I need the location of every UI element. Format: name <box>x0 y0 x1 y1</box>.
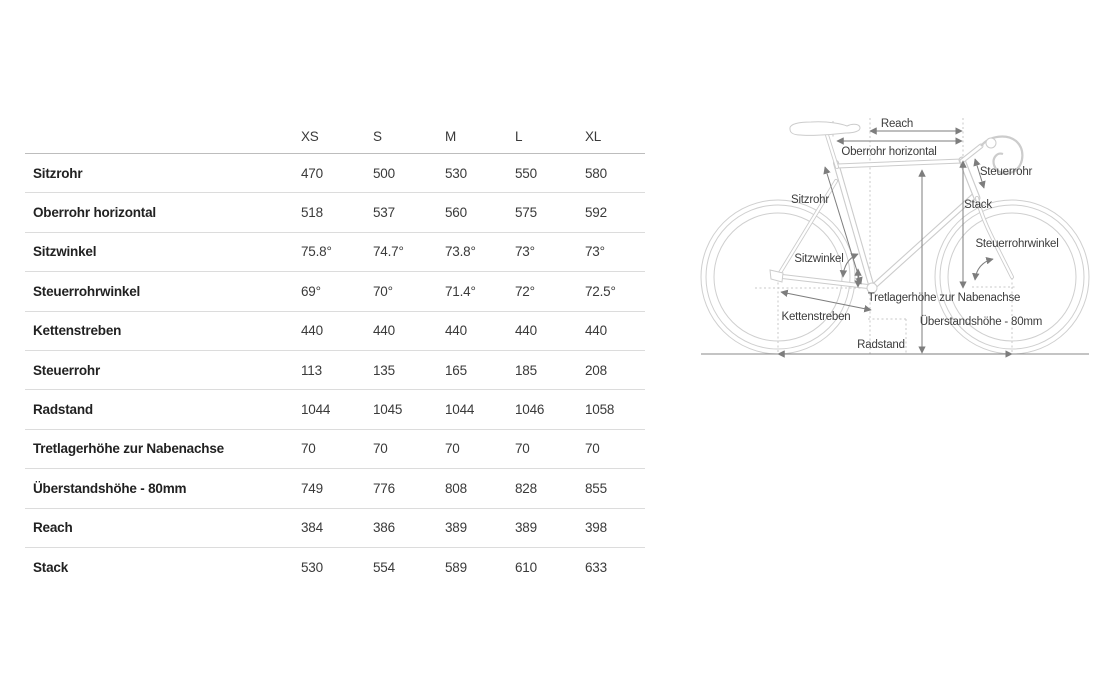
value-cell: 537 <box>373 205 395 221</box>
value-cell: 776 <box>373 480 395 496</box>
row-label: Tretlagerhöhe zur Nabenachse <box>33 441 224 457</box>
size-header-l: L <box>515 129 523 144</box>
value-cell: 610 <box>515 560 537 576</box>
bike-geometry-diagram <box>690 95 1119 365</box>
value-cell: 73° <box>585 244 605 260</box>
value-cell: 70 <box>445 441 460 457</box>
row-label: Sitzwinkel <box>33 244 97 260</box>
value-cell: 1058 <box>585 402 615 418</box>
value-cell: 75.8° <box>301 244 332 260</box>
brake-hood <box>986 138 996 148</box>
saddle <box>790 122 860 136</box>
sitzrohr-label: Sitzrohr <box>790 194 830 206</box>
table-row <box>25 548 645 587</box>
size-header-xs: XS <box>301 129 319 144</box>
value-cell: 440 <box>585 323 607 339</box>
value-cell: 592 <box>585 205 607 221</box>
value-cell: 1045 <box>373 402 403 418</box>
table-row <box>25 351 645 390</box>
value-cell: 440 <box>445 323 467 339</box>
value-cell: 749 <box>301 480 323 496</box>
value-cell: 1044 <box>445 402 475 418</box>
table-row <box>25 390 645 429</box>
row-label: Reach <box>33 520 73 536</box>
radstand-label: Radstand <box>857 339 905 351</box>
reach-label: Reach <box>880 118 914 130</box>
value-cell: 74.7° <box>373 244 404 260</box>
table-row <box>25 154 645 193</box>
row-label: Steuerrohr <box>33 362 101 378</box>
value-cell: 440 <box>373 323 395 339</box>
value-cell: 440 <box>515 323 537 339</box>
value-cell: 554 <box>373 560 395 576</box>
value-cell: 808 <box>445 480 467 496</box>
value-cell: 1046 <box>515 402 545 418</box>
value-cell: 71.4° <box>445 283 476 299</box>
size-header-s: S <box>373 129 382 144</box>
value-cell: 1044 <box>301 402 331 418</box>
steuerrohrwinkel-arc <box>975 259 993 280</box>
kettenstreben-arrow <box>781 292 871 310</box>
value-cell: 560 <box>445 205 467 221</box>
kettenstreben-label: Kettenstreben <box>781 311 851 323</box>
tretlagerhoehe-label: Tretlagerhöhe zur Nabenachse <box>867 292 1021 304</box>
value-cell: 389 <box>445 520 467 536</box>
table-row <box>25 430 645 469</box>
value-cell: 70 <box>373 441 388 457</box>
value-cell: 398 <box>585 520 607 536</box>
size-header-m: M <box>445 129 457 144</box>
ueberstandshoehe-label: Überstandshöhe - 80mm <box>919 316 1043 328</box>
row-label: Überstandshöhe - 80mm <box>33 480 187 496</box>
table-row <box>25 193 645 232</box>
steuerrohrwinkel-label: Steuerrohrwinkel <box>975 238 1059 250</box>
value-cell: 384 <box>301 520 323 536</box>
value-cell: 389 <box>515 520 537 536</box>
value-cell: 72.5° <box>585 283 616 299</box>
value-cell: 633 <box>585 560 607 576</box>
value-cell: 470 <box>301 165 323 181</box>
value-cell: 165 <box>445 362 467 378</box>
value-cell: 828 <box>515 480 537 496</box>
steuerrohr-label: Steuerrohr <box>979 166 1033 178</box>
value-cell: 70 <box>515 441 530 457</box>
table-row <box>25 272 645 311</box>
value-cell: 855 <box>585 480 607 496</box>
value-cell: 70 <box>301 441 316 457</box>
value-cell: 73° <box>515 244 535 260</box>
row-label: Oberrohr horizontal <box>33 205 156 221</box>
value-cell: 530 <box>445 165 467 181</box>
row-label: Steuerrohrwinkel <box>33 283 141 299</box>
value-cell: 386 <box>373 520 395 536</box>
row-label: Sitzrohr <box>33 165 83 181</box>
table-row <box>25 312 645 351</box>
value-cell: 185 <box>515 362 537 378</box>
value-cell: 550 <box>515 165 537 181</box>
row-label: Stack <box>33 560 69 576</box>
row-label: Radstand <box>33 402 93 418</box>
value-cell: 530 <box>301 560 323 576</box>
geometry-table <box>25 120 645 587</box>
value-cell: 575 <box>515 205 537 221</box>
oberrohr-label: Oberrohr horizontal <box>841 146 937 158</box>
value-cell: 70° <box>373 283 393 299</box>
value-cell: 135 <box>373 362 395 378</box>
value-cell: 72° <box>515 283 535 299</box>
table-row <box>25 509 645 548</box>
value-cell: 208 <box>585 362 607 378</box>
sitzwinkel-label: Sitzwinkel <box>794 253 844 265</box>
value-cell: 580 <box>585 165 607 181</box>
value-cell: 518 <box>301 205 323 221</box>
value-cell: 589 <box>445 560 467 576</box>
value-cell: 69° <box>301 283 321 299</box>
value-cell: 70 <box>585 441 600 457</box>
stack-label: Stack <box>964 199 992 211</box>
table-body <box>25 154 645 587</box>
table-row <box>25 233 645 272</box>
value-cell: 440 <box>301 323 323 339</box>
row-label: Kettenstreben <box>33 323 122 339</box>
table-row <box>25 469 645 508</box>
size-header-xl: XL <box>585 129 602 144</box>
value-cell: 73.8° <box>445 244 476 260</box>
value-cell: 500 <box>373 165 395 181</box>
value-cell: 113 <box>301 362 322 378</box>
table-header-row <box>25 120 645 154</box>
